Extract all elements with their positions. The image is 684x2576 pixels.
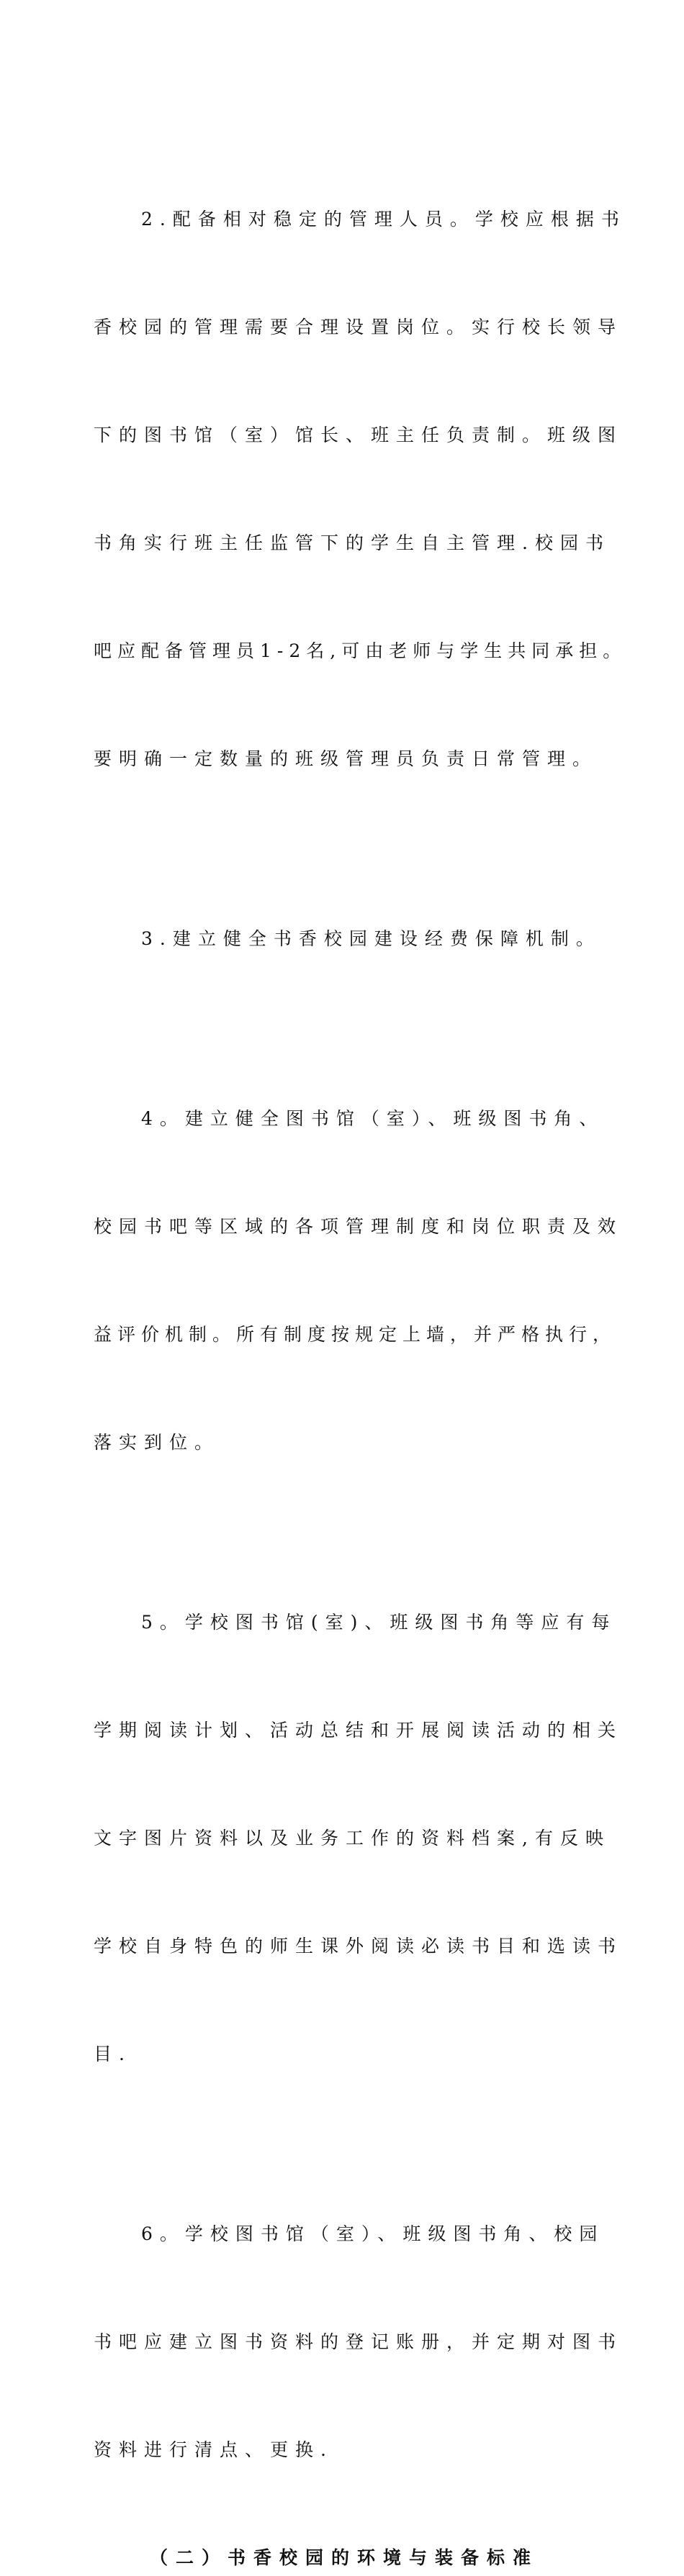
paragraph-4-rules xyxy=(94,1029,624,1533)
text-line: 学校自身特色的师生课外阅读必读书目和选读书 xyxy=(94,1936,624,1956)
text-line: 3.建立健全书香校园建设经费保障机制。 xyxy=(141,928,601,949)
paragraph-5-plans xyxy=(94,1533,624,2144)
text-line: 落实到位。 xyxy=(94,1432,220,1453)
text-line: 资料进行清点、更换. xyxy=(94,2439,333,2460)
text-line: 4。建立健全图书馆（室）、班级图书角、 xyxy=(141,1108,605,1129)
text-line: 学期阅读计划、活动总结和开展阅读活动的相关 xyxy=(94,1720,624,1741)
text-line: 目. xyxy=(94,2044,132,2064)
text-line: 5。学校图书馆(室)、班级图书角等应有每 xyxy=(141,1612,617,1633)
text-line: 书吧应建立图书资料的登记账册，并定期对图书 xyxy=(94,2331,624,2352)
text-line: 6。学校图书馆（室）、班级图书角、校园 xyxy=(141,2223,605,2244)
text-line: 吧应配备管理员1-2名,可由老师与学生共同承担。 xyxy=(94,640,627,661)
text-line: 校园书吧等区域的各项管理制度和岗位职责及效 xyxy=(94,1216,624,1237)
paragraph-3-funding xyxy=(94,849,601,1029)
paragraph-6-registry xyxy=(94,2144,624,2540)
text-line: 文字图片资料以及业务工作的资料档案,有反映 xyxy=(94,1828,611,1849)
document-body xyxy=(94,130,627,2576)
text-line: 书角实行班主任监管下的学生自主管理.校园书 xyxy=(94,532,611,553)
section-heading: （二）书香校园的环境与装备标准 xyxy=(150,2547,539,2568)
text-line: 香校园的管理需要合理设置岗位。实行校长领导 xyxy=(94,317,624,337)
text-line: 要明确一定数量的班级管理员负责日常管理。 xyxy=(94,748,598,769)
text-line: 2.配备相对稳定的管理人员。学校应根据书 xyxy=(141,209,626,230)
paragraph-2-staffing xyxy=(94,130,627,849)
text-line: 益评价机制。所有制度按规定上墙，并严格执行， xyxy=(94,1324,617,1345)
text-line: 下的图书馆（室）馆长、班主任负责制。班级图 xyxy=(94,425,624,445)
